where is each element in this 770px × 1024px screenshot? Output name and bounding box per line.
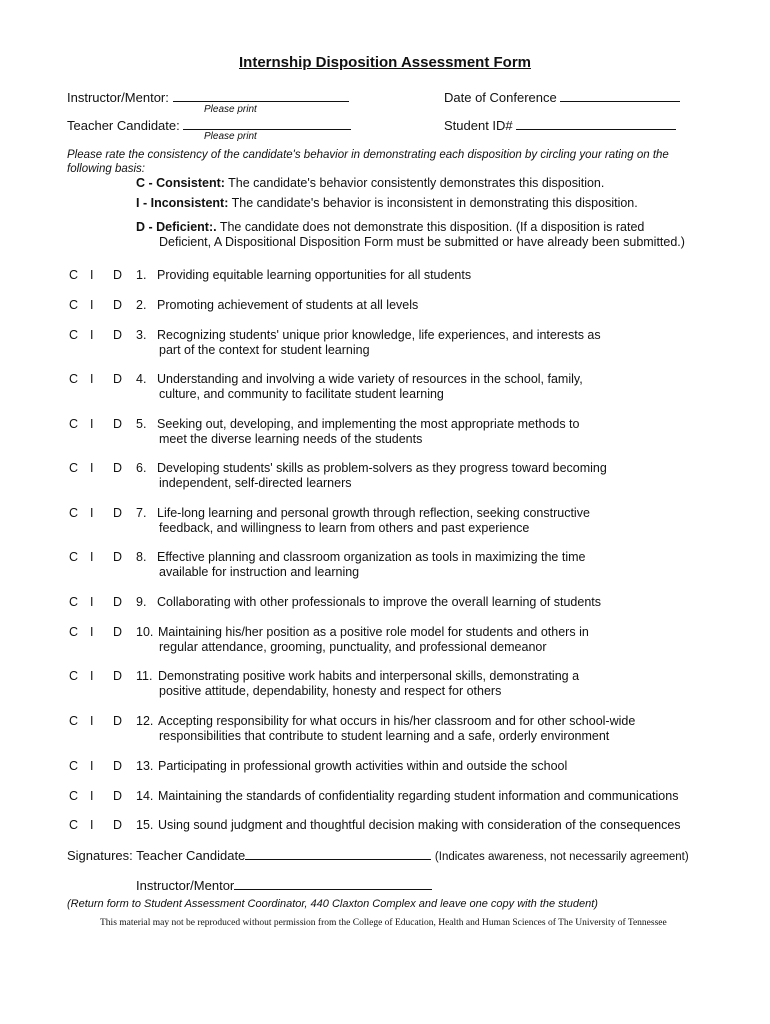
date-label: Date of Conference [444, 90, 557, 105]
rating-option-i[interactable]: I [90, 372, 94, 386]
rating-option-c[interactable]: C [69, 268, 79, 282]
signature-candidate-row[interactable] [67, 847, 689, 863]
rating-option-i[interactable]: I [90, 789, 94, 803]
item-text-continued: available for instruction and learning [159, 565, 360, 579]
item-number: 10. [136, 625, 154, 639]
instructor-signature-line[interactable] [234, 877, 432, 890]
item-number: 6. [136, 461, 147, 475]
instructor-signature-label: Instructor/Mentor [136, 878, 235, 893]
candidate-input-line[interactable] [183, 117, 351, 130]
rating-term: Consistent: [156, 176, 225, 190]
item-text: Developing students' skills as problem-solvers as they progress toward becoming [157, 461, 607, 475]
rating-term: Inconsistent: [150, 196, 229, 210]
rating-option-i[interactable]: I [90, 625, 94, 639]
rating-option-c[interactable]: C [69, 595, 79, 609]
rating-option-d[interactable]: D [113, 714, 123, 728]
copyright-footer: This material may not be reproduced without permission from the College of Education, Health and Human Sciences of The University of Tennessee [100, 918, 667, 928]
rating-deficient [136, 220, 644, 235]
rating-option-d[interactable]: D [113, 268, 123, 282]
item-text-continued: regular attendance, grooming, punctuality, and professional demeanor [159, 640, 547, 654]
rating-option-c[interactable]: C [69, 372, 79, 386]
item-number: 2. [136, 298, 147, 312]
item-text: Understanding and involving a wide variety of resources in the school, family, [157, 372, 583, 386]
rating-option-d[interactable]: D [113, 669, 123, 683]
candidate-signature-label: Teacher Candidate [136, 848, 246, 863]
rating-inconsistent [136, 196, 638, 211]
rating-code: I - [136, 196, 148, 210]
rating-option-c[interactable]: C [69, 759, 79, 773]
item-number: 7. [136, 506, 147, 520]
rating-option-c[interactable]: C [69, 417, 79, 431]
instructor-field[interactable] [67, 89, 349, 105]
rating-option-c[interactable]: C [69, 818, 79, 832]
item-number: 8. [136, 550, 147, 564]
rating-option-i[interactable]: I [90, 417, 94, 431]
item-text: Accepting responsibility for what occurs in his/her classroom and for other school-wide [158, 714, 636, 728]
item-text: Maintaining his/her position as a positive role model for students and others in [158, 625, 589, 639]
rating-option-d[interactable]: D [113, 818, 123, 832]
item-text: Seeking out, developing, and implementing the most appropriate methods to [157, 417, 580, 431]
rating-option-d[interactable]: D [113, 328, 123, 342]
student-id-input-line[interactable] [516, 117, 676, 130]
item-text: Recognizing students' unique prior knowledge, life experiences, and interests as [157, 328, 601, 342]
form-title: Internship Disposition Assessment Form [239, 54, 531, 71]
item-text-continued: meet the diverse learning needs of the students [159, 432, 423, 446]
student-id-field[interactable] [444, 117, 676, 133]
rating-option-c[interactable]: C [69, 328, 79, 342]
item-number: 14. [136, 789, 154, 803]
item-text-continued: feedback, and willingness to learn from others and past experience [159, 521, 530, 535]
rating-option-i[interactable]: I [90, 268, 94, 282]
rating-option-d[interactable]: D [113, 298, 123, 312]
item-number: 9. [136, 595, 147, 609]
candidate-signature-line[interactable] [245, 847, 431, 860]
signatures-label: Signatures: [67, 848, 133, 863]
item-text-continued: part of the context for student learning [159, 343, 370, 357]
item-text-continued: independent, self-directed learners [159, 476, 352, 490]
instructor-hint: Please print [204, 104, 257, 115]
rating-option-d[interactable]: D [113, 461, 123, 475]
rating-option-i[interactable]: I [90, 550, 94, 564]
item-text: Effective planning and classroom organization as tools in maximizing the time [157, 550, 586, 564]
rating-option-c[interactable]: C [69, 550, 79, 564]
rating-option-d[interactable]: D [113, 506, 123, 520]
item-number: 12. [136, 714, 154, 728]
rating-option-d[interactable]: D [113, 417, 123, 431]
item-text-continued: culture, and community to facilitate student learning [159, 387, 444, 401]
rating-option-i[interactable]: I [90, 714, 94, 728]
item-text: Providing equitable learning opportunities for all students [157, 268, 472, 282]
candidate-hint: Please print [204, 131, 257, 142]
rating-option-i[interactable]: I [90, 328, 94, 342]
rating-option-c[interactable]: C [69, 461, 79, 475]
rating-option-i[interactable]: I [90, 298, 94, 312]
rating-description: The candidate's behavior consistently demonstrates this disposition. [224, 176, 605, 190]
item-number: 5. [136, 417, 147, 431]
rating-option-c[interactable]: C [69, 789, 79, 803]
candidate-signature-note: (Indicates awareness, not necessarily agreement) [434, 851, 689, 863]
rating-option-i[interactable]: I [90, 818, 94, 832]
instructor-label: Instructor/Mentor: [67, 90, 169, 105]
rating-option-d[interactable]: D [113, 595, 123, 609]
item-number: 3. [136, 328, 147, 342]
rating-option-d[interactable]: D [113, 759, 123, 773]
item-text-continued: positive attitude, dependability, honesty and respect for others [159, 684, 502, 698]
rating-option-d[interactable]: D [113, 625, 123, 639]
rating-option-d[interactable]: D [113, 372, 123, 386]
rating-consistent [136, 176, 604, 191]
date-field[interactable] [444, 89, 680, 105]
rating-option-i[interactable]: I [90, 461, 94, 475]
item-text: Life-long learning and personal growth through reflection, seeking constructive [157, 506, 590, 520]
return-instructions: (Return form to Student Assessment Coordinator, 440 Claxton Complex and leave one copy with the student) [67, 898, 598, 910]
rating-option-c[interactable]: C [69, 506, 79, 520]
item-number: 1. [136, 268, 147, 282]
rating-option-i[interactable]: I [90, 506, 94, 520]
rating-deficient-continued: Deficient, A Dispositional Disposition Form must be submitted or have already been submitted.) [159, 235, 685, 249]
date-input-line[interactable] [560, 89, 680, 102]
item-number: 11. [136, 669, 153, 683]
candidate-label: Teacher Candidate: [67, 118, 180, 133]
item-number: 4. [136, 372, 147, 386]
instructor-input-line[interactable] [173, 89, 349, 102]
item-text: Participating in professional growth activities within and outside the school [158, 759, 568, 773]
item-text: Maintaining the standards of confidentiality regarding student information and communications [158, 789, 679, 803]
item-text: Promoting achievement of students at all levels [157, 298, 419, 312]
rating-option-d[interactable]: D [113, 550, 123, 564]
rating-option-d[interactable]: D [113, 789, 123, 803]
item-text: Using sound judgment and thoughtful decision making with consideration of the consequences [158, 818, 681, 832]
signature-instructor-row[interactable] [136, 877, 432, 893]
item-number: 15. [136, 818, 154, 832]
rating-option-c[interactable]: C [69, 625, 79, 639]
rating-description: The candidate's behavior is inconsistent in demonstrating this disposition. [228, 196, 638, 210]
rating-option-c[interactable]: C [69, 298, 79, 312]
rating-term: Deficient:. [156, 220, 217, 234]
rating-description: The candidate does not demonstrate this disposition. (If a disposition is rated [216, 220, 645, 234]
item-text: Demonstrating positive work habits and interpersonal skills, demonstrating a [158, 669, 580, 683]
item-text-continued: responsibilities that contribute to student learning and a safe, orderly environment [159, 729, 610, 743]
item-number: 13. [136, 759, 154, 773]
rating-code: C - [136, 176, 153, 190]
item-text: Collaborating with other professionals to improve the overall learning of students [157, 595, 601, 609]
rating-option-i[interactable]: I [90, 595, 94, 609]
instructions-text: Please rate the consistency of the candidate's behavior in demonstrating each disposition by circling your rating on the following basis: [67, 149, 669, 175]
rating-option-i[interactable]: I [90, 759, 94, 773]
rating-option-c[interactable]: C [69, 669, 79, 683]
rating-code: D - [136, 220, 153, 234]
student-id-label: Student ID# [444, 118, 513, 133]
rating-option-i[interactable]: I [90, 669, 94, 683]
rating-option-c[interactable]: C [69, 714, 79, 728]
